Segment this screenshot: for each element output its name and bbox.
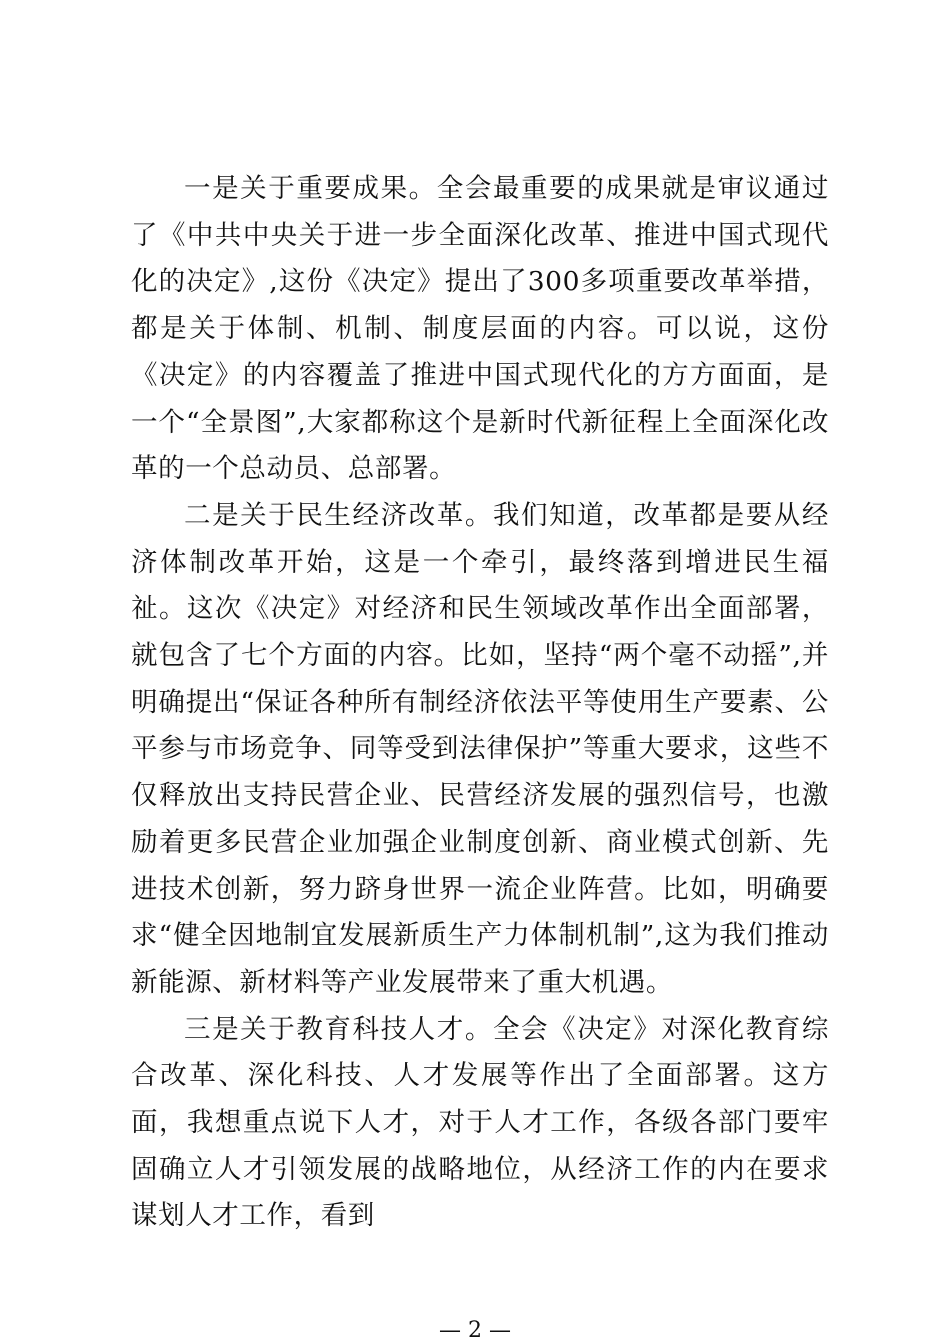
body-text bbox=[131, 166, 829, 1240]
paragraph-livelihood-economic-reform: 二是关于民生经济改革。我们知道，改革都是要从经济体制改革开始，这是一个牵引，最终落到增进民生福祉。这次《决定》对经济和民生领域改革作出全面部署，就包含了七个方面的内容。比如，坚持“两个毫不动摇”,并明确提出“保证各种所有制经济依法平等使用生产要素、公平参与市场竞争、同等受到法律保护”等重大要求，这些不仅释放出支持民营企业、民营经济发展的强烈信号，也激励着更多民营企业加强企业制度创新、商业模式创新、先进技术创新，努力跻身世界一流企业阵营。比如，明确要求“健全因地制宜发展新质生产力体制机制”,这为我们推动新能源、新材料等产业发展带来了重大机遇。 bbox=[131, 499, 829, 998]
paragraph-important-achievements: 一是关于重要成果。全会最重要的成果就是审议通过了《中共中央关于进一步全面深化改革、推进中国式现代化的决定》,这份《决定》提出了300多项重要改革举措，都是关于体制、机制、制度层面的内容。可以说，这份《决定》的内容覆盖了推进中国式现代化的方方面面，是一个“全景图”,大家都称这个是新时代新征程上全面深化改革的一个总动员、总部署。 bbox=[131, 173, 829, 485]
paragraph-education-technology-talent: 三是关于教育科技人才。全会《决定》对深化教育综合改革、深化科技、人才发展等作出了全面部署。这方面，我想重点说下人才，对于人才工作，各级各部门要牢固确立人才引领发展的战略地位，从经济工作的内在要求谋划人才工作，看到 bbox=[131, 1013, 829, 1232]
page-number: — 2 — bbox=[439, 1318, 511, 1343]
